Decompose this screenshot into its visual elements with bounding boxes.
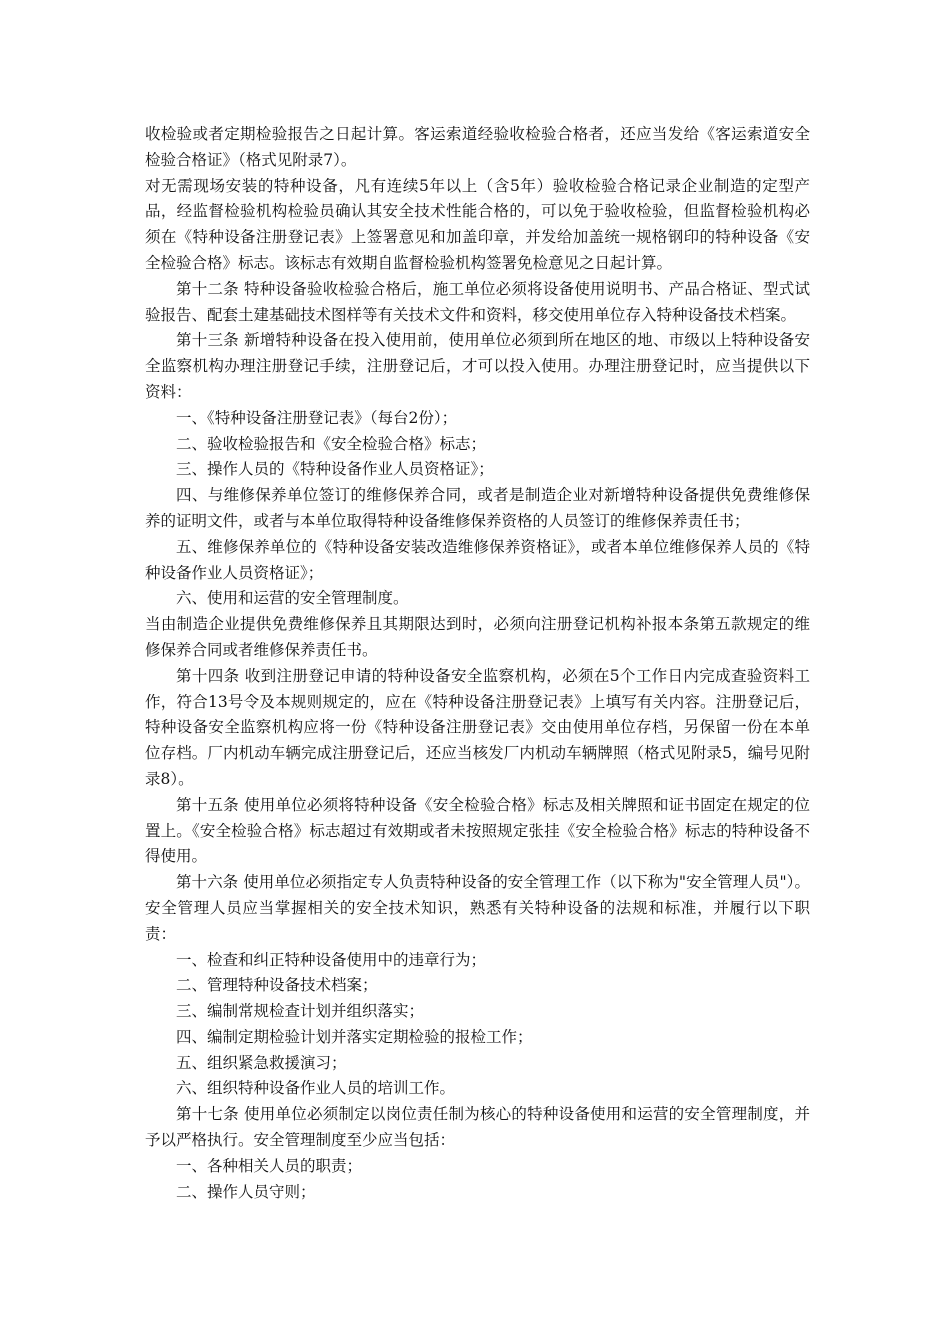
article-15: 第十五条 使用单位必须将特种设备《安全检验合格》标志及相关牌照和证书固定在规定的位置上。《安全检验合格》标志超过有效期或者未按照规定张挂《安全检验合格》标志的特种设备不得使用。 — [145, 795, 810, 866]
list-item: 三、编制常规检查计划并组织落实； — [176, 1002, 425, 1021]
list-item: 一、《特种设备注册登记表》（每台2份）； — [176, 408, 458, 427]
list-item: 五、维修保养单位的《特种设备安装改造维修保养资格证》，或者本单位维修保养人员的《特种设备作业人员资格证》； — [145, 537, 810, 582]
paragraph: 收检验或者定期检验报告之日起计算。客运索道经验收检验合格者，还应当发给《客运索道安全检验合格证》（格式见附录7）。 — [145, 125, 810, 169]
list-item: 三、操作人员的《特种设备作业人员资格证》； — [176, 460, 494, 479]
list-item: 五、组织紧急救援演习； — [176, 1053, 347, 1072]
article-16: 第十六条 使用单位必须指定专人负责特种设备的安全管理工作（以下称为"安全管理人员"）。安全管理人员应当掌握相关的安全技术知识，熟悉有关特种设备的法规和标准，并履行以下职责： — [145, 873, 810, 943]
article-17: 第十七条 使用单位必须制定以岗位责任制为核心的特种设备使用和运营的安全管理制度，并予以严格执行。安全管理制度至少应当包括： — [145, 1105, 810, 1150]
list-item: 六、使用和运营的安全管理制度。 — [176, 589, 409, 608]
list-item: 六、组织特种设备作业人员的培训工作。 — [176, 1079, 456, 1098]
paragraph: 对无需现场安装的特种设备，凡有连续5年以上（含5年）验收检验合格记录企业制造的定型产品，经监督检验机构检验员确认其安全技术性能合格的，可以免于验收检验，但监督检验机构必须在《特种设备注册登记表》上签署意见和加盖印章，并发给加盖统一规格钢印的特种设备《安全检验合格》标志。该标志有效期自监督检验机构签署免检意见之日起计算。 — [145, 176, 810, 272]
list-item: 四、与维修保养单位签订的维修保养合同，或者是制造企业对新增特种设备提供免费维修保养的证明文件，或者与本单位取得特种设备维修保养资格的人员签订的维修保养责任书； — [145, 486, 810, 530]
list-item: 二、管理特种设备技术档案； — [176, 976, 378, 995]
list-item: 一、检查和纠正特种设备使用中的违章行为； — [176, 950, 487, 969]
article-14: 第十四条 收到注册登记申请的特种设备安全监察机构，必须在5个工作日内完成查验资料工作，符合13号令及本规则规定的，应在《特种设备注册登记表》上填写有关内容。注册登记后，特种设备安全监察机构应将一份《特种设备注册登记表》交由使用单位存档，另保留一份在本单位存档。厂内机动车辆完成注册登记后，还应当核发厂内机动车辆牌照（格式见附录5，编号见附录8）。 — [145, 666, 810, 788]
list-item: 二、验收检验报告和《安全检验合格》标志； — [176, 434, 487, 453]
paragraph: 当由制造企业提供免费维修保养且其期限达到时，必须向注册登记机构补报本条第五款规定的维修保养合同或者维修保养责任书。 — [145, 615, 810, 659]
article-12: 第十二条 特种设备验收检验合格后，施工单位必须将设备使用说明书、产品合格证、型式试验报告、配套土建基础技术图样等有关技术文件和资料，移交使用单位存入特种设备技术档案。 — [145, 279, 810, 324]
list-item: 二、操作人员守则； — [176, 1182, 316, 1201]
list-item: 一、各种相关人员的职责； — [176, 1156, 363, 1175]
article-13: 第十三条 新增特种设备在投入使用前，使用单位必须到所在地区的地、市级以上特种设备安全监察机构办理注册登记手续，注册登记后，才可以投入使用。办理注册登记时，应当提供以下资料： — [145, 331, 810, 401]
document-body — [145, 122, 810, 1205]
list-item: 四、编制定期检验计划并落实定期检验的报检工作； — [176, 1027, 533, 1046]
